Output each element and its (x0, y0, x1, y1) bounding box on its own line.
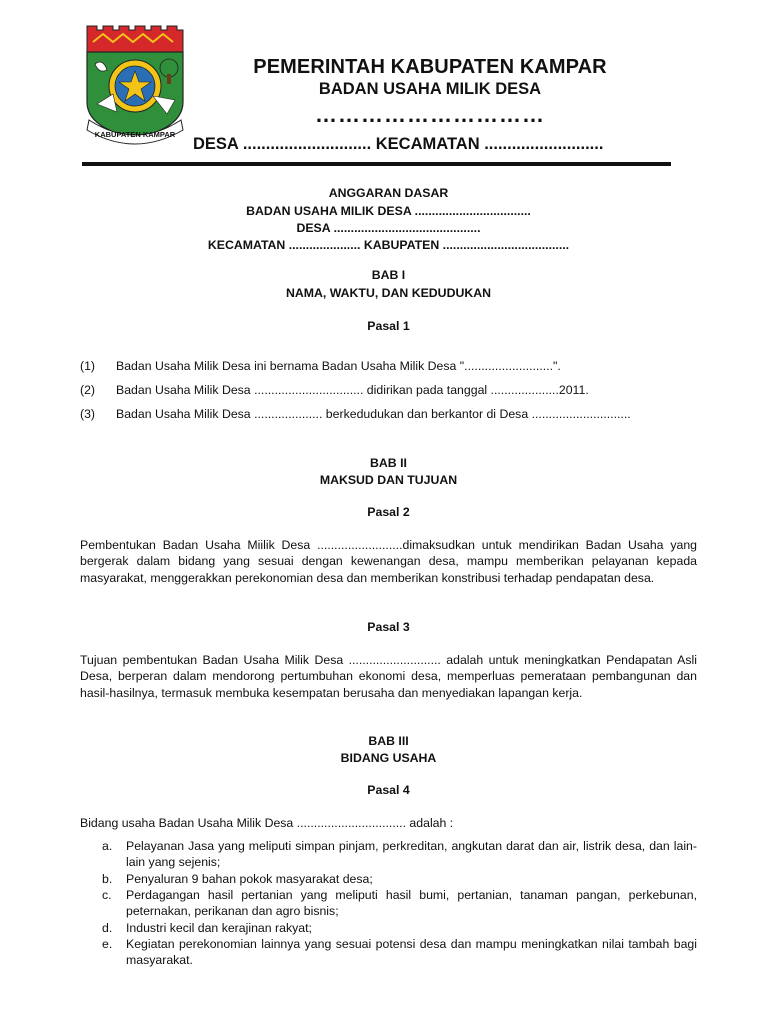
article-1-item (80, 383, 700, 397)
article-1-item (80, 359, 700, 373)
chapter-2-heading: BAB II (370, 456, 407, 470)
chapter-1-subtitle: NAMA, WAKTU, DAN KEDUDUKAN (286, 286, 491, 300)
business-field-item (104, 887, 697, 920)
article-2-text: Pembentukan Badan Usaha Miilik Desa .........................dimaksudkan untuk mendirikan Badan Usaha yang bergerak dalam bidang yang sesuai dengan kewenangan desa, mampu memberikan pelayanan kepada masyarakat, menggerakkan perekonomian desa dan memberikan konstribusi terhadap pendapatan desa. (80, 538, 697, 585)
kampar-regency-emblem (83, 24, 187, 152)
chapter-3-heading: BAB III (368, 734, 409, 748)
item-number: (2) (80, 383, 96, 397)
item-text: Kegiatan perekonomian lainnya yang sesuai potensi desa dan mampu meningkatkan nilai tambah bagi masyarakat. (126, 937, 697, 968)
item-marker: c. (102, 888, 112, 902)
agency-name-blank: ………………………… (315, 102, 545, 127)
article-1-item (80, 407, 700, 421)
chapter-1-heading: BAB I (371, 268, 406, 282)
item-marker: a. (102, 839, 113, 853)
doc-title-line2: BADAN USAHA MILIK DESA .................................. (246, 204, 531, 218)
item-text: Perdagangan hasil pertanian yang meliputi hasil bumi, pertanian, tanaman pangan, perkebunan, peternakan, perikanan dan agro bisnis; (126, 888, 697, 919)
business-field-item (104, 936, 697, 969)
business-field-item (104, 871, 697, 887)
item-text: Penyaluran 9 bahan pokok masyarakat desa; (126, 872, 373, 886)
agency-title: BADAN USAHA MILIK DESA (318, 80, 542, 98)
item-text: Badan Usaha Milik Desa .................... berkedudukan dan berkantor di Desa ............................. (116, 407, 631, 421)
chapter-2-subtitle: MAKSUD DAN TUJUAN (319, 473, 458, 487)
article-3-text: Tujuan pembentukan Badan Usaha Milik Desa ........................... adalah untuk meningkatkan Pendapatan Asli Desa, berperan dalam mendorong pertumbuhan ekonomi desa, memperluas pemerataan pembangunan dan hasil-hasilnya, termasuk membuka kesempatan berusaha dan menyediakan lapangan kerja. (80, 653, 697, 700)
item-marker: e. (102, 937, 113, 951)
article-1-heading: Pasal 1 (367, 319, 410, 333)
doc-title: ANGGARAN DASAR (328, 186, 449, 200)
government-title: PEMERINTAH KABUPATEN KAMPAR (253, 56, 607, 78)
item-number: (1) (80, 359, 96, 373)
business-field-item (104, 920, 697, 936)
doc-title-line4: KECAMATAN ..................... KABUPATEN ..................................... (207, 238, 570, 252)
item-text: Badan Usaha Milik Desa ................................ didirikan pada tanggal ....................2011. (116, 383, 589, 397)
article-2-heading: Pasal 2 (367, 505, 410, 519)
item-number: (3) (80, 407, 96, 421)
article-4-intro: Bidang usaha Badan Usaha Milik Desa ................................ adalah : (80, 816, 454, 830)
chapter-3-subtitle: BIDANG USAHA (340, 751, 437, 765)
item-text: Industri kecil dan kerajinan rakyat; (126, 921, 312, 935)
item-text: Badan Usaha Milik Desa ini bernama Badan Usaha Milik Desa "..........................". (116, 359, 561, 373)
item-marker: d. (102, 921, 113, 935)
logo-ribbon-text: KABUPATEN KAMPAR (94, 130, 176, 139)
article-4-heading: Pasal 4 (367, 783, 410, 797)
doc-title-line3: DESA ........................................... (296, 221, 481, 235)
article-3-heading: Pasal 3 (367, 620, 410, 634)
letterhead-rule (82, 162, 671, 166)
business-field-item (104, 838, 697, 871)
village-district-line: DESA ............................ KECAMATAN .......................... (193, 135, 604, 153)
item-text: Pelayanan Jasa yang meliputi simpan pinjam, perkreditan, angkutan darat dan air, listrik desa, dan lain-lain yang sejenis; (126, 839, 697, 870)
item-marker: b. (102, 872, 113, 886)
